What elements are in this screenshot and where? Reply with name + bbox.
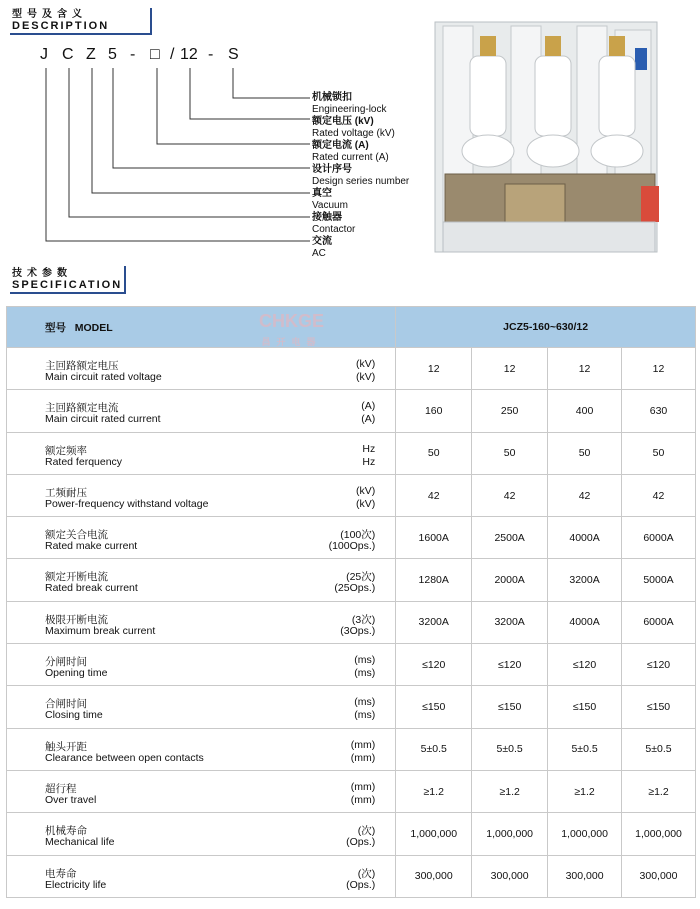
spec-row (7, 644, 696, 686)
desc-en: AC (312, 248, 326, 259)
param-unit-cn: (ms) (354, 696, 376, 709)
value-cell: ≤150 (472, 686, 548, 728)
spec-table (6, 306, 696, 898)
code-char-dash2: - (208, 46, 214, 63)
code-char-box: □ (150, 46, 160, 63)
param-cell (7, 348, 396, 390)
spec-underline (10, 292, 126, 294)
param-name-cn: 触头开距 (45, 740, 87, 753)
value-cell: 3200A (548, 559, 622, 601)
value-cell: 4000A (548, 601, 622, 643)
value-cell: ≥1.2 (622, 770, 696, 812)
value-cell: 1,000,000 (622, 813, 696, 855)
param-name-en: Maximum break current (45, 624, 156, 637)
param-unit-en: (mm) (350, 751, 376, 764)
value-cell: 5±0.5 (396, 728, 472, 770)
code-char-slash: / (170, 46, 175, 63)
desc-cn: 设计序号 (312, 164, 352, 175)
param-unit-en: (100Ops.) (328, 540, 376, 553)
value-cell: 300,000 (622, 855, 696, 897)
param-unit-en: (kV) (356, 497, 376, 510)
param-unit-cn: (kV) (356, 358, 376, 370)
model-label: 型号 MODEL (45, 321, 113, 334)
desc-cn: 真空 (312, 188, 332, 199)
spec-row (7, 855, 696, 897)
watermark-en: CHKGE (259, 311, 325, 331)
param-name-en: Power-frequency withstand voltage (45, 497, 209, 510)
param-unit-cn: (kV) (356, 484, 376, 497)
param-unit-en: (Ops.) (346, 836, 376, 849)
param-name-en: Rated ferquency (45, 455, 123, 468)
description-header-en: DESCRIPTION (12, 20, 110, 32)
param-name-en: Over travel (45, 793, 97, 806)
param-name-en: Opening time (45, 667, 108, 680)
desc-en: Vacuum (312, 200, 348, 211)
spec-row (7, 770, 696, 812)
desc-en: Design series number (312, 176, 410, 187)
param-name-en: Mechanical life (45, 836, 115, 849)
contactor-product-image (415, 16, 695, 266)
param-unit-cn: (25次) (346, 571, 376, 584)
desc-en: Contactor (312, 224, 356, 235)
value-cell: 630 (622, 390, 696, 432)
param-cell (7, 813, 396, 855)
code-char-s: S (228, 46, 239, 63)
value-cell: 42 (396, 474, 472, 516)
spec-row (7, 813, 696, 855)
param-name-en: Main circuit rated current (45, 413, 161, 426)
param-cell (7, 390, 396, 432)
spec-row (7, 517, 696, 559)
value-cell: 5±0.5 (548, 728, 622, 770)
spec-row (7, 390, 696, 432)
param-unit-cn: Hz (362, 442, 376, 455)
param-unit-cn: (次) (357, 867, 376, 880)
value-cell: 2000A (472, 559, 548, 601)
value-cell: 3200A (396, 601, 472, 643)
param-name-cn: 超行程 (45, 782, 77, 795)
code-char-j: J (40, 46, 48, 63)
param-name-cn: 合闸时间 (45, 698, 87, 711)
value-cell: ≥1.2 (548, 770, 622, 812)
value-cell: 4000A (548, 517, 622, 559)
param-cell (7, 601, 396, 643)
param-cell (7, 432, 396, 474)
spec-row (7, 348, 696, 390)
value-cell: 1,000,000 (548, 813, 622, 855)
desc-en: Rated voltage (kV) (312, 128, 395, 139)
desc-cn: 机械锁扣 (312, 92, 352, 103)
spec-row (7, 686, 696, 728)
code-char-z: Z (86, 46, 96, 63)
spec-row (7, 559, 696, 601)
value-cell: ≤150 (396, 686, 472, 728)
desc-en: Rated current (A) (312, 152, 389, 163)
value-cell: 50 (396, 432, 472, 474)
param-name-en: Main circuit rated voltage (45, 371, 162, 383)
desc-cn: 额定电流 (A) (312, 140, 369, 151)
value-cell: 6000A (622, 517, 696, 559)
value-cell: 42 (622, 474, 696, 516)
value-cell: ≤120 (396, 644, 472, 686)
param-name-cn: 电寿命 (45, 867, 77, 880)
param-cell (7, 644, 396, 686)
value-cell: 3200A (472, 601, 548, 643)
value-cell: 6000A (622, 601, 696, 643)
desc-vacuum (312, 188, 348, 212)
model-label-cell (7, 307, 396, 348)
desc-cn: 交流 (312, 236, 332, 247)
param-name-cn: 额定频率 (45, 444, 87, 457)
desc-rated-current (312, 140, 389, 164)
desc-rated-voltage (312, 116, 395, 140)
param-unit-en: (3Ops.) (340, 624, 376, 637)
param-name-en: Rated make current (45, 540, 138, 553)
value-cell: 1,000,000 (396, 813, 472, 855)
value-cell: 42 (472, 474, 548, 516)
value-cell: ≤150 (622, 686, 696, 728)
spec-row (7, 728, 696, 770)
param-cell (7, 474, 396, 516)
code-char-12: 12 (180, 46, 198, 63)
value-cell: 5000A (622, 559, 696, 601)
spec-tick (124, 266, 126, 293)
value-cell: 5±0.5 (472, 728, 548, 770)
param-unit-cn: (mm) (350, 780, 376, 793)
param-unit-cn: (次) (357, 825, 376, 838)
value-cell: 160 (396, 390, 472, 432)
spec-table-header-row (7, 307, 696, 348)
spec-row (7, 432, 696, 474)
param-name-en: Electricity life (45, 878, 107, 891)
param-unit-cn: (3次) (351, 613, 376, 626)
watermark-cn: 昌开电器 (261, 337, 322, 347)
value-cell: 50 (622, 432, 696, 474)
desc-ac (312, 236, 332, 260)
code-char-5: 5 (108, 46, 117, 63)
param-cell (7, 559, 396, 601)
param-unit-en: (25Ops.) (334, 582, 376, 595)
value-cell: ≤150 (548, 686, 622, 728)
value-cell: 12 (472, 348, 548, 390)
value-cell: 300,000 (548, 855, 622, 897)
desc-design-series (312, 164, 409, 188)
desc-engineering-lock (312, 92, 387, 116)
value-cell: 1,000,000 (472, 813, 548, 855)
param-unit-cn: (mm) (350, 738, 376, 751)
spec-header-cn: 技术参数 (12, 268, 72, 279)
param-unit-cn: (100次) (340, 529, 376, 542)
param-cell (7, 728, 396, 770)
param-name-cn: 额定开断电流 (45, 571, 108, 584)
param-name-cn: 极限开断电流 (45, 613, 108, 626)
param-name-cn: 主回路额定电压 (45, 360, 119, 372)
code-char-c: C (62, 46, 74, 63)
model-value: JCZ5-160~630/12 (503, 321, 589, 333)
param-name-en: Rated break current (45, 582, 138, 595)
value-cell: 2500A (472, 517, 548, 559)
param-cell (7, 855, 396, 897)
param-name-en: Clearance between open contacts (45, 751, 204, 764)
param-unit-en: (Ops.) (346, 878, 376, 891)
param-unit-cn: (ms) (354, 654, 376, 667)
value-cell: 300,000 (472, 855, 548, 897)
param-name-cn: 主回路额定电流 (45, 402, 119, 415)
spec-header (12, 264, 122, 291)
param-unit-en: (ms) (354, 709, 376, 722)
value-cell: 50 (472, 432, 548, 474)
description-header-cn: 型号及含义 (12, 9, 87, 20)
description-leader-lines (0, 0, 320, 270)
desc-cn: 额定电压 (kV) (312, 116, 374, 127)
value-cell: 50 (548, 432, 622, 474)
value-cell: ≥1.2 (472, 770, 548, 812)
param-unit-en: (ms) (354, 667, 376, 680)
param-unit-cn: (A) (361, 400, 376, 413)
value-cell: 400 (548, 390, 622, 432)
value-cell: 250 (472, 390, 548, 432)
param-unit-en: (kV) (356, 371, 376, 383)
param-unit-en: Hz (362, 455, 376, 468)
param-cell (7, 770, 396, 812)
param-cell (7, 517, 396, 559)
model-value-cell (396, 307, 696, 348)
param-name-cn: 额定关合电流 (45, 529, 108, 542)
value-cell: ≥1.2 (396, 770, 472, 812)
value-cell: ≤120 (548, 644, 622, 686)
param-name-en: Closing time (45, 709, 103, 722)
value-cell: 42 (548, 474, 622, 516)
value-cell: ≤120 (472, 644, 548, 686)
value-cell: 12 (396, 348, 472, 390)
value-cell: 12 (622, 348, 696, 390)
desc-en: Engineering-lock (312, 104, 387, 115)
spec-header-en: SPECIFICATION (12, 279, 123, 291)
value-cell: ≤120 (622, 644, 696, 686)
spec-row (7, 601, 696, 643)
value-cell: 1600A (396, 517, 472, 559)
value-cell: 1280A (396, 559, 472, 601)
param-unit-en: (A) (361, 413, 376, 426)
param-cell (7, 686, 396, 728)
spec-row (7, 474, 696, 516)
param-name-cn: 机械寿命 (45, 825, 87, 838)
code-char-dash1: - (130, 46, 136, 63)
param-unit-en: (mm) (350, 793, 376, 806)
desc-cn: 接触器 (312, 212, 342, 223)
value-cell: 5±0.5 (622, 728, 696, 770)
desc-contactor (312, 212, 355, 236)
param-name-cn: 工频耐压 (45, 486, 87, 499)
watermark-logo (259, 312, 324, 351)
param-name-cn: 分闸时间 (45, 656, 87, 669)
value-cell: 12 (548, 348, 622, 390)
value-cell: 300,000 (396, 855, 472, 897)
